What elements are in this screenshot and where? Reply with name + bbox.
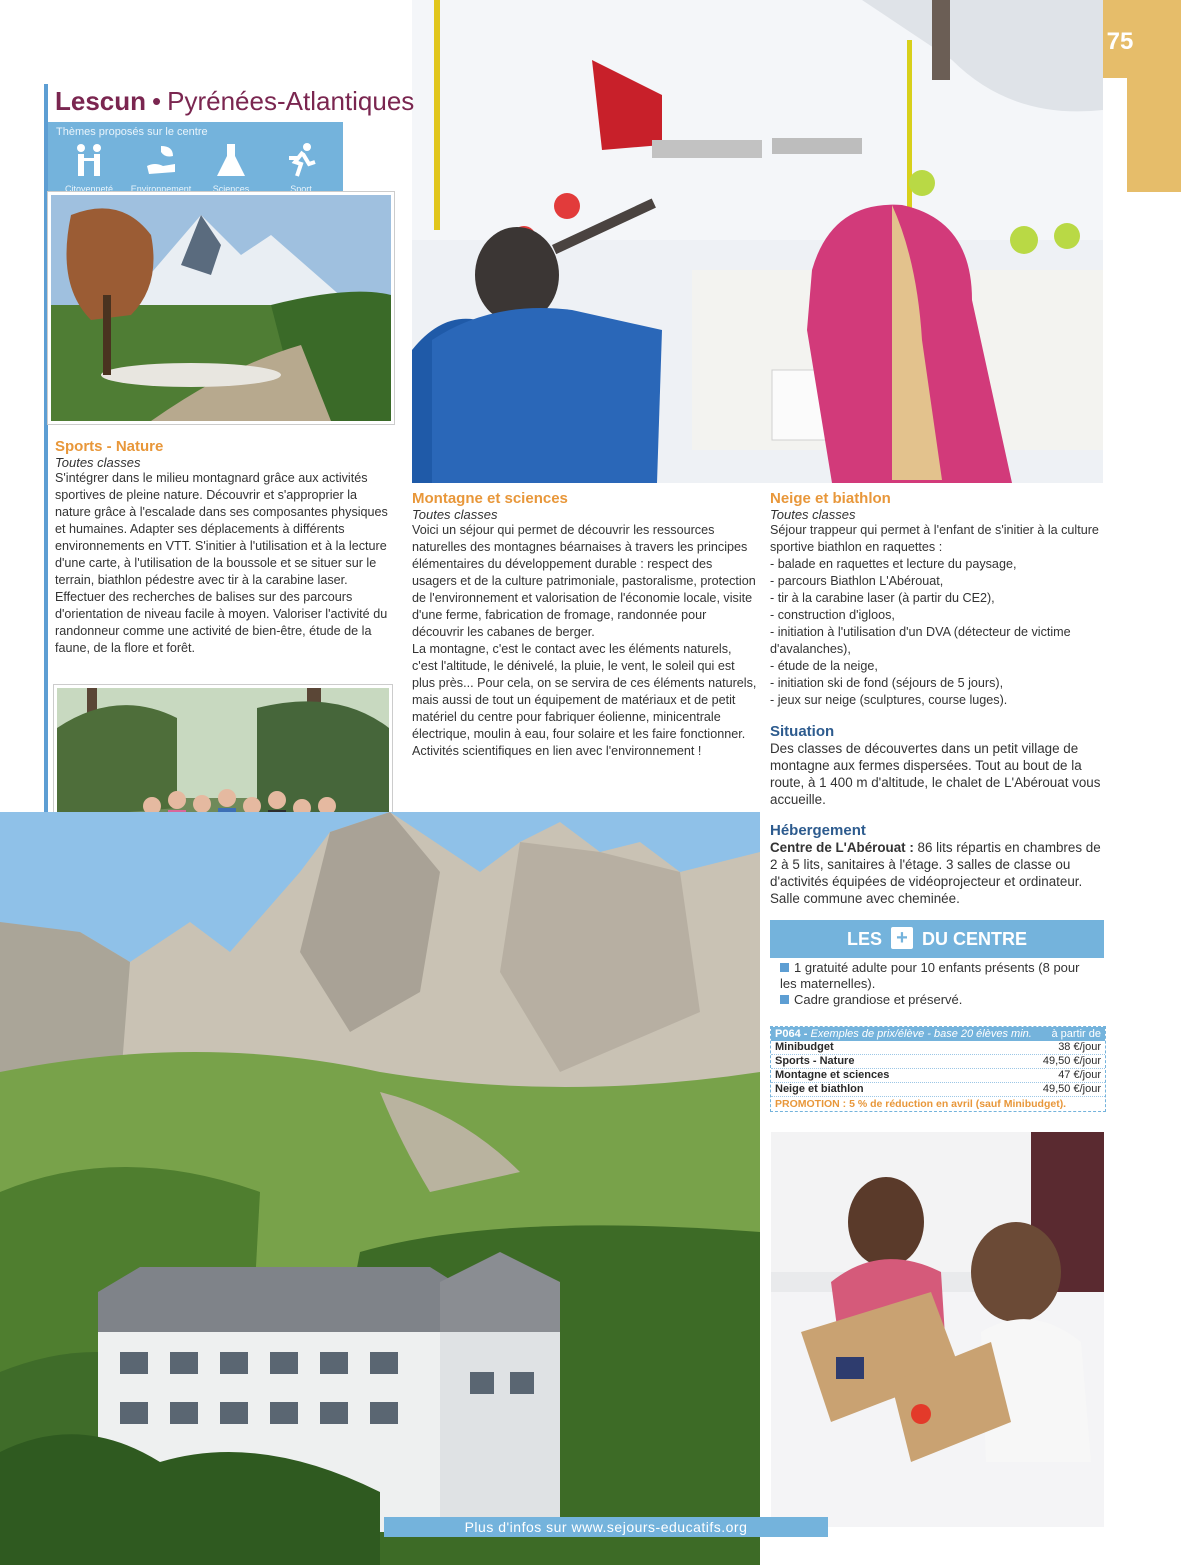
highlights-label-after: DU CENTRE — [922, 929, 1028, 949]
theme-label: Sport — [290, 184, 312, 194]
neige-biathlon-title: Neige et biathlon — [770, 490, 891, 507]
price-table — [770, 1026, 1106, 1112]
theme-label: Citoyenneté — [64, 184, 114, 194]
theme-label: Environnement — [130, 184, 192, 194]
section-sports-nature — [55, 438, 395, 657]
neige-biathlon-subtitle: Toutes classes — [770, 507, 856, 522]
montagne-sciences-text-1: Voici un séjour qui permet de découvrir les ressources naturelles des montagnes béarnaises à travers les principes élémentaires du développement durable : respect des usagers et de la culture patrimoniale, pastoralisme, protection de l'environnement et valorisation de l'économie locale, visite d'une ferme, fabrication de fromage, randonnée pour découvrir les cabanes de berger. — [412, 523, 756, 639]
price-row: Minibudget 38 €/jour — [771, 1041, 1105, 1055]
sport-icon — [283, 142, 319, 178]
plus-icon: + — [891, 927, 913, 949]
montagne-sciences-subtitle: Toutes classes — [412, 507, 498, 522]
montagne-sciences-title: Montagne et sciences — [412, 490, 568, 507]
page-title — [55, 86, 414, 117]
price-row: Sports - Nature 49,50 €/jour — [771, 1055, 1105, 1069]
neige-biathlon-item: - parcours Biathlon L'Abérouat, — [770, 574, 944, 588]
neige-biathlon-item: - jeux sur neige (sculptures, course luges). — [770, 693, 1008, 707]
highlight-item: 1 gratuité adulte pour 10 enfants présents (8 pour les maternelles). — [780, 960, 1080, 991]
sciences-icon — [213, 142, 249, 178]
theme-sciences — [196, 142, 266, 194]
city-name: Lescun — [55, 86, 147, 116]
citizenship-icon — [71, 142, 107, 178]
highlight-item: Cadre grandiose et préservé. — [780, 992, 1080, 1008]
region-name: Pyrénées-Atlantiques — [167, 86, 415, 116]
square-bullet-icon — [780, 963, 789, 972]
neige-biathlon-item: - initiation ski de fond (séjours de 5 jours), — [770, 676, 1004, 690]
situation-title: Situation — [770, 723, 835, 740]
neige-biathlon-intro: Séjour trappeur qui permet à l'enfant de s'initier à la culture sportive biathlon en raquettes : — [770, 523, 1099, 554]
chalet-landscape-photo — [0, 812, 760, 1565]
centre-highlights-header — [770, 920, 1104, 958]
section-montagne-sciences — [412, 490, 757, 760]
square-bullet-icon — [780, 995, 789, 1004]
theme-label: Sciences — [212, 184, 250, 194]
theme-citizenship — [54, 142, 124, 194]
classroom-activity-photo — [771, 1132, 1104, 1527]
neige-biathlon-item: - tir à la carabine laser (à partir du CE2), — [770, 591, 995, 605]
hebergement-body: 86 lits répartis en chambres de 2 à 5 lits, sanitaires à l'étage. 3 salles de classe ou d'activités équipées de vidéoprojecteur et ordinateur. Salle commune avec cheminée. — [770, 840, 1101, 906]
section-neige-biathlon — [770, 490, 1105, 907]
neige-biathlon-item: - étude de la neige, — [770, 659, 878, 673]
situation-text: Des classes de découvertes dans un petit village de montagne aux fermes dispersées. Tout au bout de la route, à 1 400 m d'altitude, le chalet de L'Abérouat vous accueille. — [770, 741, 1101, 807]
price-row: Neige et biathlon 49,50 €/jour — [771, 1083, 1105, 1097]
montagne-sciences-text-2: La montagne, c'est le contact avec les éléments naturels, c'est l'altitude, le dénivelé, la pluie, le vent, le soleil qui est plus près... Pour cela, on se servira de ces éléments naturels, mais aussi de tout un équipement de matériaux et de petit matériel du centre pour fabriquer éolienne, minicentrale électrique, moulin à eau, four solaire et les faire fonctionner. — [412, 642, 757, 741]
biathlon-photo — [412, 0, 1103, 483]
environment-icon — [143, 142, 179, 178]
sports-nature-text: S'intégrer dans le milieu montagnard grâce aux activités sportives de pleine nature. Découvrir et s'approprier la nature grâce à l'escalade dans ses composantes physiques et humaines. Adapter ses déplacements à différents environnements en VTT. S'initier à l'utilisation et à la lecture d'une carte, à l'utilisation de la boussole et se situer sur le terrain, biathlon pédestre avec tir à la carabine laser. Effectuer des recherches de balises sur des parcours d'orientation de niveau facile à moyen. Valoriser l'activité du randonneur comme une activité de bien-être, étude de la faune, de la flore et forêt. — [55, 471, 388, 655]
footer-link[interactable]: Plus d'infos sur www.sejours-educatifs.org — [384, 1517, 828, 1537]
themes-heading: Thèmes proposés sur le centre — [56, 126, 208, 138]
title-separator: • — [152, 86, 162, 116]
centre-highlights-box — [770, 920, 1104, 1020]
price-table-header — [771, 1027, 1105, 1041]
price-code: P064 - — [775, 1028, 808, 1040]
highlights-label-before: LES — [846, 929, 882, 949]
theme-sport — [266, 142, 336, 194]
highlights-list — [780, 960, 1080, 1008]
hebergement-lead: Centre de L'Abérouat : — [770, 840, 914, 855]
neige-biathlon-item: - balade en raquettes et lecture du paysage, — [770, 557, 1017, 571]
promotion-text: PROMOTION : 5 % de réduction en avril (sauf Minibudget). — [775, 1098, 1067, 1110]
hebergement-title: Hébergement — [770, 822, 866, 839]
price-description: Exemples de prix/élève - base 20 élèves min. — [810, 1028, 1032, 1040]
sports-nature-title: Sports - Nature — [55, 438, 164, 455]
mountain-sheep-photo — [48, 192, 394, 424]
sports-nature-subtitle: Toutes classes — [55, 455, 141, 470]
theme-environment — [126, 142, 196, 194]
hebergement-text — [770, 839, 1105, 907]
price-row: Montagne et sciences 47 €/jour — [771, 1069, 1105, 1083]
neige-biathlon-item: - initiation à l'utilisation d'un DVA (détecteur de victime d'avalanches), — [770, 625, 1071, 656]
page-number: 75 — [1106, 28, 1134, 55]
neige-biathlon-item: - construction d'igloos, — [770, 608, 895, 622]
page-tab-side — [1127, 78, 1181, 192]
montagne-sciences-text-3: Activités scientifiques en lien avec l'environnement ! — [412, 744, 702, 758]
price-from-label: à partir de — [1051, 1028, 1101, 1040]
